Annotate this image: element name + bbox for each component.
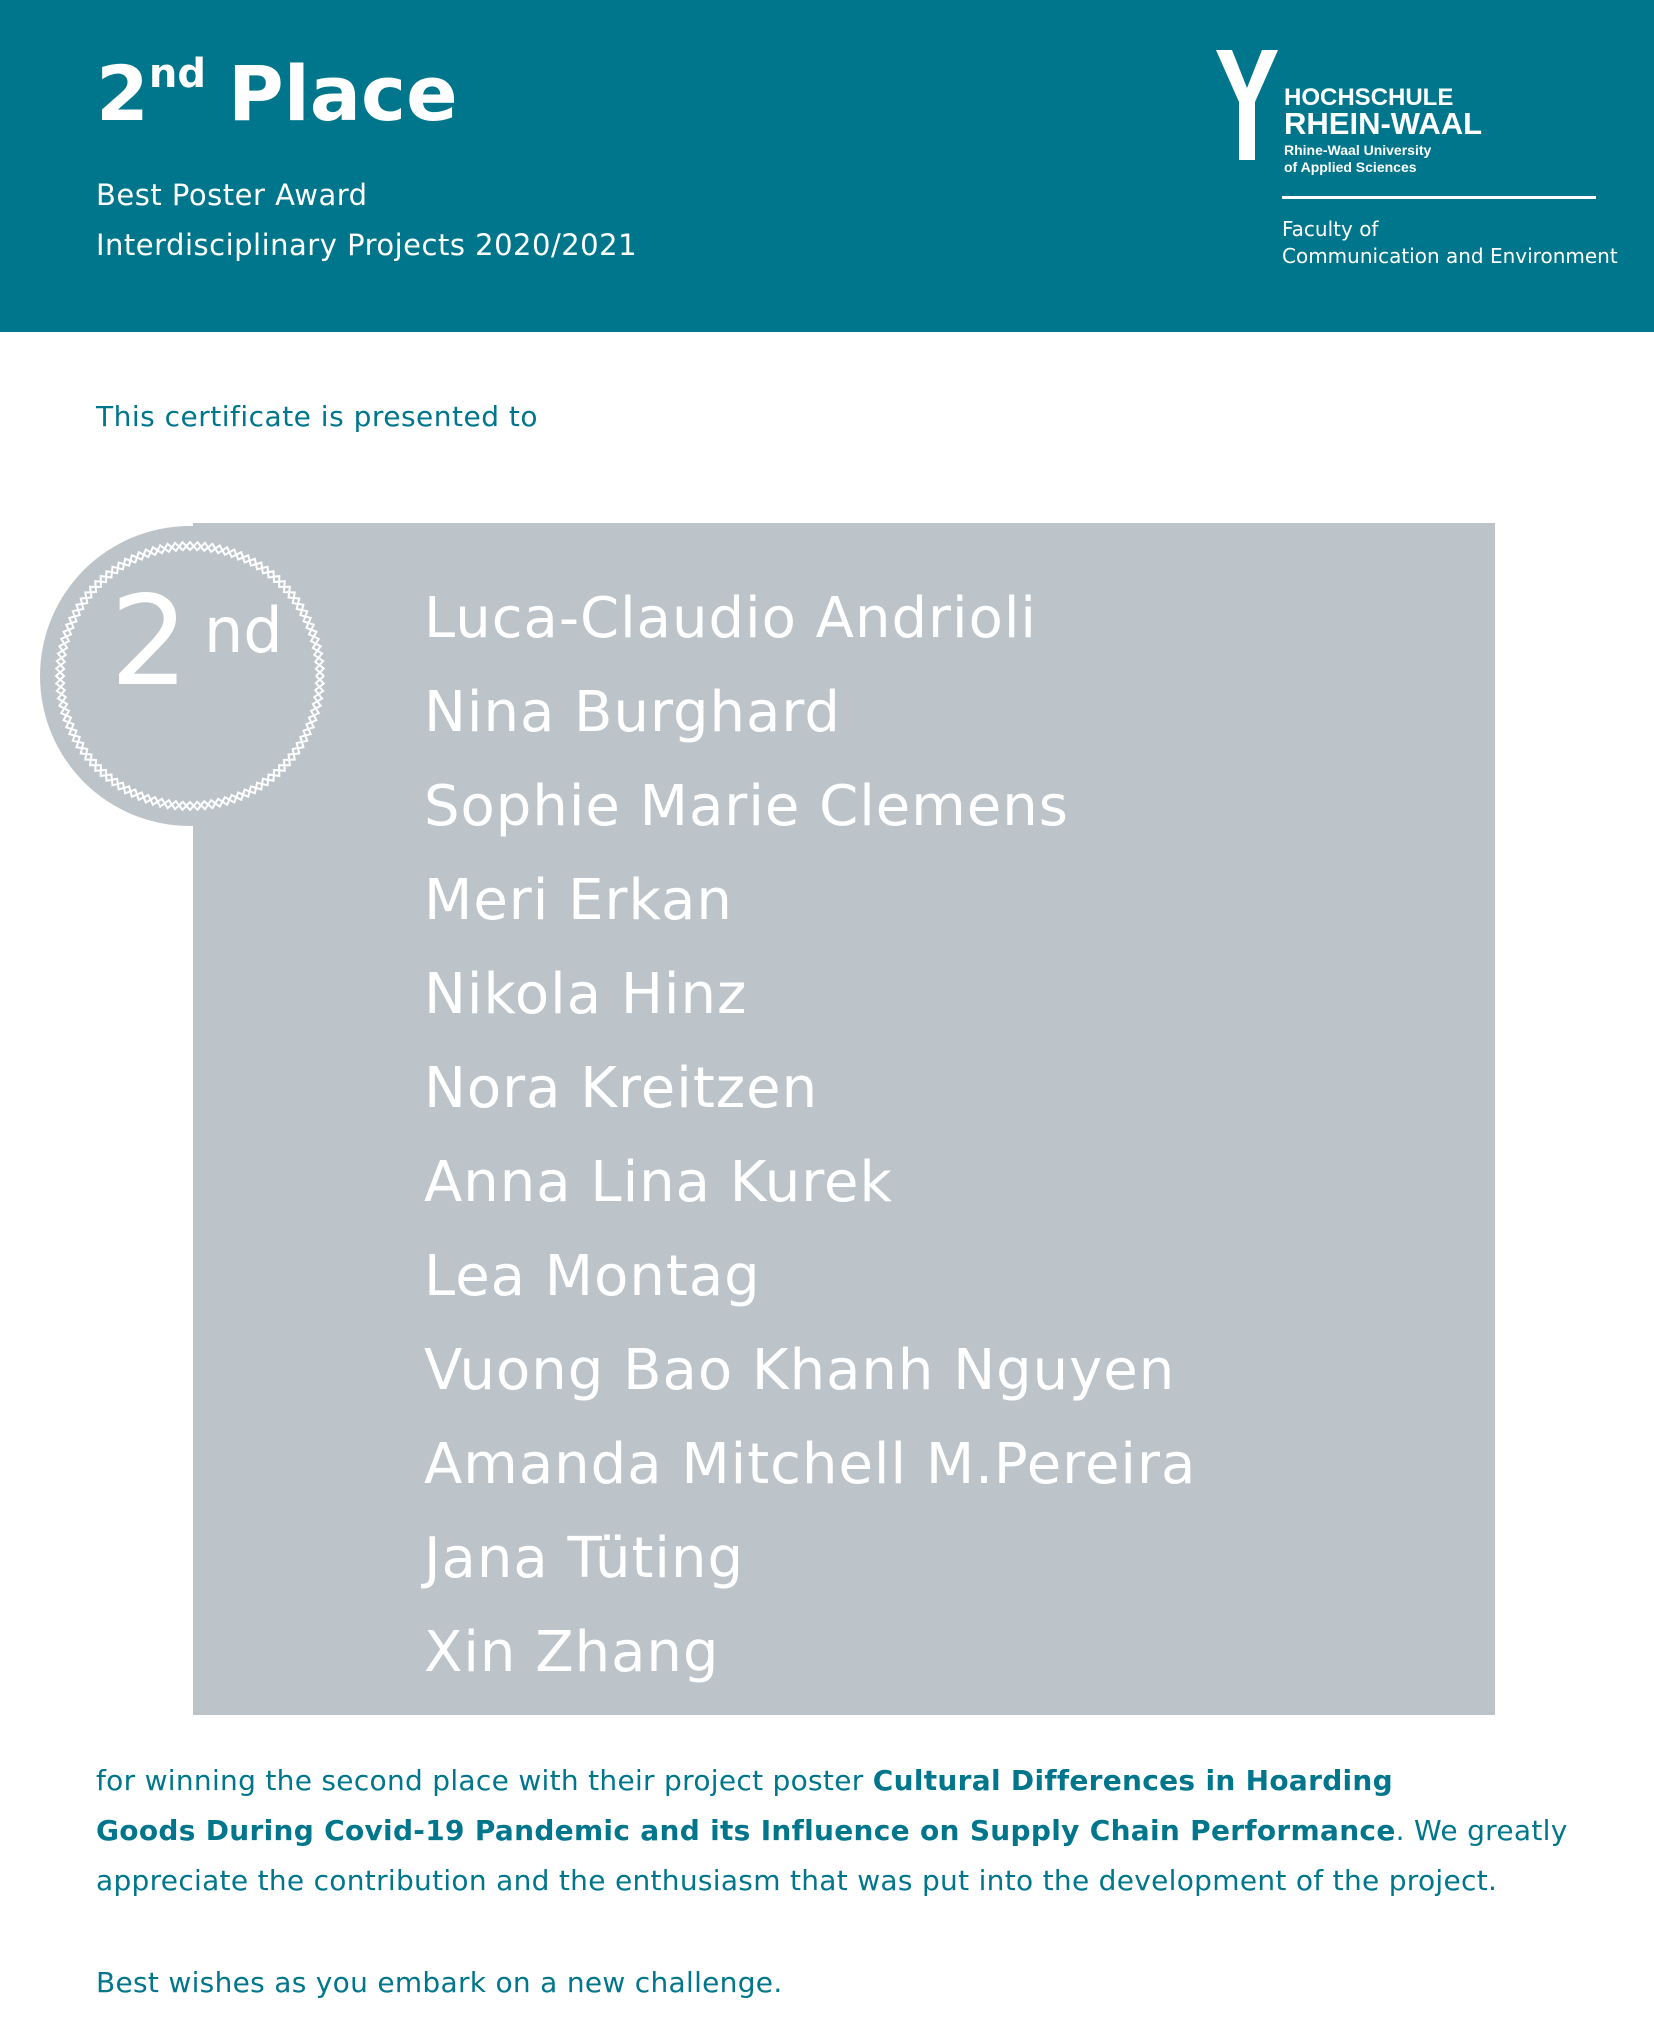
recipient-name: Lea Montag xyxy=(424,1244,761,1309)
university-logo-icon xyxy=(1212,50,1282,160)
faculty-line-1: Faculty of xyxy=(1282,217,1379,241)
closing-text: Best wishes as you embark on a new challenge. xyxy=(96,1966,783,1999)
certificate-body xyxy=(96,1756,1568,1906)
place-suffix: nd xyxy=(148,51,206,97)
recipient-name: Meri Erkan xyxy=(424,868,733,933)
recipient-name: Xin Zhang xyxy=(424,1620,720,1685)
recipient-list xyxy=(424,572,1196,1700)
body-intro: for winning the second place with their project poster xyxy=(96,1764,873,1797)
presented-to-text: This certificate is presented to xyxy=(96,400,539,433)
project-title-part-2: Goods During Covid-19 Pandemic and its Influence on Supply Chain Performance xyxy=(96,1814,1396,1847)
recipient-name: Anna Lina Kurek xyxy=(424,1150,893,1215)
logo-line-hochschule: HOCHSCHULE xyxy=(1284,84,1454,111)
logo-divider xyxy=(1282,196,1596,199)
recipient-name: Sophie Marie Clemens xyxy=(424,774,1069,839)
place-number: 2 xyxy=(96,49,149,138)
program-name: Interdisciplinary Projects 2020/2021 xyxy=(96,228,638,262)
place-word: Place xyxy=(228,49,458,138)
faculty-line-2: Communication and Environment xyxy=(1282,244,1618,268)
body-after-title: . We greatly xyxy=(1395,1814,1568,1847)
recipient-name: Nina Burghard xyxy=(424,680,841,745)
body-line-1 xyxy=(96,1756,1516,1806)
certificate-header xyxy=(0,0,1654,332)
logo-line-rhein-waal: RHEIN-WAAL xyxy=(1284,106,1483,141)
body-line-3: appreciate the contribution and the enthusiasm that was put into the development of the project. xyxy=(96,1864,1498,1897)
badge-number: 2 xyxy=(110,570,189,714)
logo-line-applied-sciences: of Applied Sciences xyxy=(1284,159,1417,175)
recipient-name: Luca-Claudio Andrioli xyxy=(424,586,1037,651)
recipient-name: Vuong Bao Khanh Nguyen xyxy=(424,1338,1176,1403)
place-title xyxy=(96,49,458,138)
logo-line-university: Rhine-Waal University xyxy=(1284,142,1432,158)
rosette-badge-icon xyxy=(40,523,340,829)
recipient-name: Nora Kreitzen xyxy=(424,1056,819,1121)
body-line-2 xyxy=(96,1806,1568,1856)
recipient-name: Jana Tüting xyxy=(424,1526,745,1591)
recipient-name: Nikola Hinz xyxy=(424,962,748,1027)
award-name: Best Poster Award xyxy=(96,178,368,212)
project-title-part-1: Cultural Differences in Hoarding xyxy=(872,1764,1394,1797)
recipient-name: Amanda Mitchell M.Pereira xyxy=(424,1432,1197,1497)
badge-suffix: nd xyxy=(204,594,283,667)
